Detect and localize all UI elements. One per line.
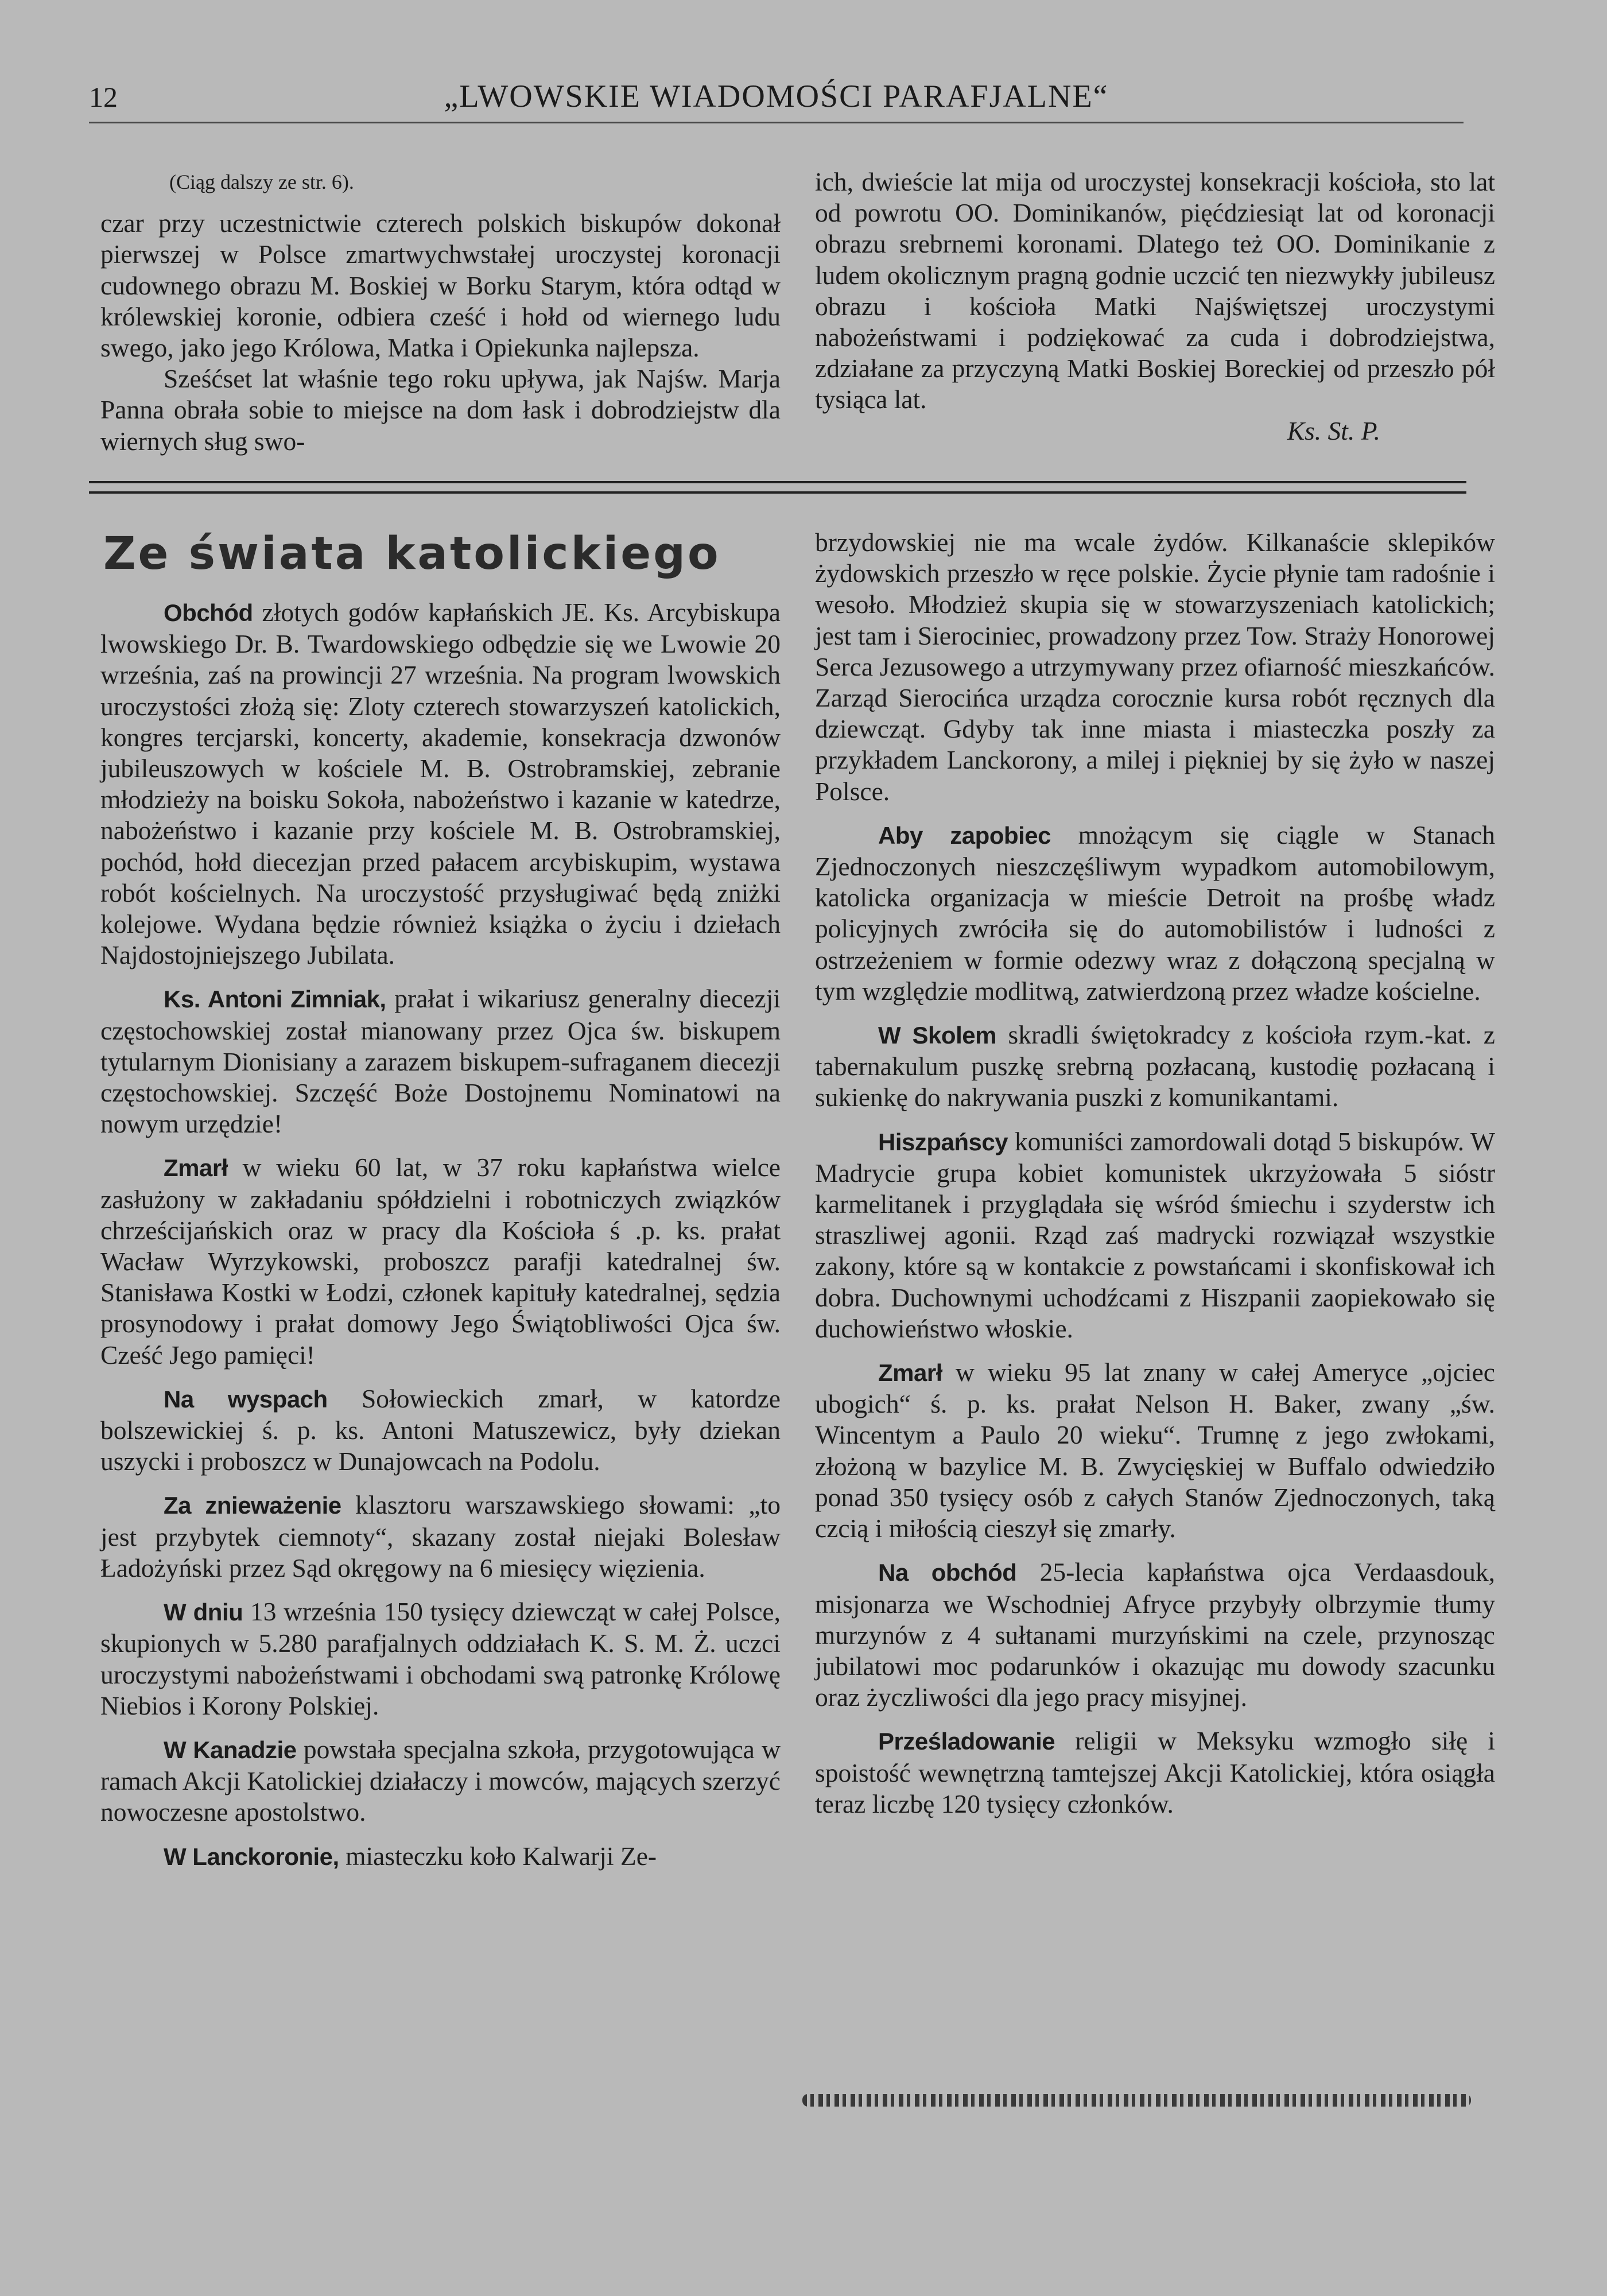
news-item: W dniu 13 września 150 tysięcy dziewcząt w całej Polsce, skupionych w 5.280 parafjalnych oddziałach K. S. M. Ż. uczci uroczystymi nabożeństwami i obchodami swą patronkę Królowę Niebios i Korony Polskiej. — [100, 1597, 781, 1720]
page-number: 12 — [89, 81, 118, 113]
news-lead: Ks. Antoni Zimniak, — [164, 986, 386, 1013]
news-item: Na wyspach Sołowieckich zmarł, w katordze bolszewickiej ś. p. ks. Antoni Matuszewicz, były dziekan uszycki i proboszcz w Dunajowcach na Podolu. — [100, 1383, 781, 1476]
news-item: Zmarł w wieku 60 lat, w 37 roku kapłaństwa wielce zasłużony w zakładaniu spółdzielni i robotniczych związków chrześcijańskich oraz w pracy dla Kościoła ś .p. ks. prałat Wacław Wyrzykowski, proboszcz parafji katedralnej św. Stanisława Kostki w Łodzi, członek kapituły katedralnej, sędzia prosynodowy i prałat domowy Jego Świątobliwości Ojca św. Cześć Jego pamięci! — [100, 1153, 781, 1370]
news-item: Hiszpańscy komuniści zamordowali dotąd 5 biskupów. W Madrycie grupa kobiet komunistek ukrzyżowała 5 sióstr karmelitanek i przyglądała się wśród śmiechu i szyderstw ich straszliwej agonii. Rząd zaś madrycki rozwiązał wszystkie zakony, które są w kontakcie z powstańcami i skonfiskował ich dobra. Duchownymi uchodźcami z Hiszpanii zaopiekowało się duchowieństwo włoskie. — [815, 1126, 1495, 1343]
news-item: Aby zapobiec mnożącym się ciągle w Stanach Zjednoczonych nieszczęśliwym wypadkom automobilowym, katolicka organizacja w mieście Detroit na prośbę władz policyjnych zwróciła się do automobilistów i ludności z ostrzeżeniem w formie odezwy wraz z dołączoną specjalną w tym względzie modlitwą, zatwierdzoną przez władze kościelne. — [815, 820, 1495, 1006]
news-item: brzydowskiej nie ma wcale żydów. Kilkanaście sklepików żydowskich przeszło w ręce polskie. Życie płynie tam radośnie i wesoło. Młodzież skupia się w stowarzyszeniach katolickich; jest tam i Sierociniec, prowadzony przez Tow. Straży Honorowej Serca Jezusowego a utrzymywany przez ofiarność mieszkańców. Zarząd Sierocińca urządza corocznie kursa robót ręcznych dla dziewcząt. Gdyby tak inne miasta i miasteczka poszły za przykładem Lanckorony, a milej i piękniej by się żyło w naszej Polsce. — [815, 528, 1495, 806]
news-item: Za znieważenie klasztoru warszawskiego słowami: „to jest przybytek ciemnoty“, skazany został niejaki Bolesław Ładożyński przez Sąd okręgowy na 6 miesięcy więzienia. — [100, 1490, 781, 1583]
news-lead: Aby zapobiec — [878, 821, 1051, 849]
page-header — [89, 75, 1464, 121]
section-title: Ze świata katolickiego — [103, 528, 721, 580]
news-lead: W Lanckoronie, — [164, 1843, 339, 1870]
section-divider — [89, 481, 1466, 494]
news-lead: W Kanadzie — [164, 1736, 297, 1763]
news-item: W Kanadzie powstała specjalna szkoła, przygotowująca w ramach Akcji Katolickiej działaczy i mowców, mających szerzyć nowoczesne apostolstwo. — [100, 1734, 781, 1827]
news-lead: W Skolem — [878, 1022, 996, 1049]
news-item: Na obchód 25-lecia kapłaństwa ojca Verdaasdouk, misjonarza we Wschodniej Afryce przybyły olbrzymie tłumy murzynów z 4 sułtanami murzyńskimi na czele, przynosząc jubilatowi moc podarunków i okazując mu dowody szacunku oraz życzliwości dla jego pracy misyjnej. — [815, 1557, 1495, 1712]
news-lead: Obchód — [164, 599, 253, 626]
news-left-column — [100, 597, 781, 1872]
news-lead: W dniu — [164, 1599, 243, 1626]
news-lead: Zmarł — [878, 1359, 942, 1387]
news-lead: Zmarł — [164, 1154, 228, 1182]
news-lead: Hiszpańscy — [878, 1128, 1008, 1155]
paragraph: czar przy uczestnictwie czterech polskich biskupów dokonał pierwszej w Polsce zmartwychwstałej uroczystej koronacji cudownego obrazu M. Boskiej w Borku Starym, która odtąd w królewskiej koronie, odbiera cześć i hołd od wiernego ludu swego, jako jego Królowa, Matka i Opiekunka najlepsza. — [100, 208, 781, 363]
news-lead: Prześladowanie — [878, 1728, 1055, 1755]
paragraph: Sześćset lat właśnie tego roku upływa, jak Najśw. Marja Panna obrała sobie to miejsce na dom łask i dobrodziejstw dla wiernych sług swo- — [100, 364, 781, 456]
news-item: W Skolem skradli świętokradcy z kościoła rzym.-kat. z tabernakulum puszkę srebrną pozłacaną, kustodię pozłacaną i sukienkę do nakrywania puszki z komunikantami. — [815, 1020, 1496, 1112]
continued-article-right-column — [815, 166, 1495, 447]
news-lead: Na obchód — [878, 1559, 1017, 1587]
news-item: W Lanckoronie, miasteczku koło Kalwarji Ze- — [164, 1841, 657, 1871]
news-item: Zmarł w wieku 95 lat znany w całej Ameryce „ojciec ubogich“ ś. p. ks. prałat Nelson H. Baker, zwany „św. Wincentym a Paulo 20 wieku“. Trumnę z jego zwłokami, złożoną w bazylice M. B. Zwycięskiej w Buffalo odwiedziło ponad 350 tysięcy osób z całych Stanów Zjednoczonych, taką czcią i miłością cieszył się zmarły. — [815, 1358, 1495, 1543]
author-signature: Ks. St. P. — [1287, 416, 1380, 445]
news-item: Prześladowanie religii w Meksyku wzmogło siłę i spoistość wewnętrzną tamtejszej Akcji Katolickiej, która osiągła teraz liczbę 120 tysięcy członków. — [815, 1726, 1495, 1818]
continued-article-left-column — [100, 166, 781, 457]
paragraph: ich, dwieście lat mija od uroczystej konsekracji kościoła, sto lat od powrotu OO. Dominikanów, pięćdziesiąt lat od koronacji obrazu srebrnemi koronami. Dlatego też OO. Dominikanie z ludem okolicznym pragną godnie uczcić ten niezwykły jubileusz obrazu i kościoła Matki Najświętszej uroczystymi nabożeństwami i podziękować za cuda i dobrodziejstwa, zdziałane za przyczyną Matki Boskiej Boreckiej od przeszło pół tysiąca lat. — [815, 167, 1495, 414]
news-right-column — [815, 527, 1495, 1820]
news-lead: Za znieważenie — [164, 1492, 341, 1519]
masthead-title: „LWOWSKIE WIADOMOŚCI PARAFJALNE“ — [444, 79, 1109, 114]
news-item: Obchód złotych godów kapłańskich JE. Ks. Arcybiskupa lwowskiego Dr. B. Twardowskiego odbędzie się we Lwowie 20 września, zaś na prowincji 27 września. Na program lwowskich uroczystości złożą się: Zloty czterech stowarzyszeń katolickich, kongres tercjarski, koncerty, akademie, konsekracja dzwonów jubileuszowych w kościele M. B. Ostrobramskiej, zebranie młodzieży na boisku Sokoła, nabożeństwo i kazanie w katedrze, nabożeństwo i kazanie przy kościele M. B. Ostrobramskiej, pochód, hołd diecezjan przed pałacem arcybiskupim, wystawa robót kościelnych. Na uroczystość przysługiwać będą zniżki kolejowe. Wydana będzie również książka o życiu i dziełach Najdostojniejszego Jubilata. — [100, 598, 781, 970]
header-rule — [89, 122, 1464, 123]
news-lead: Na wyspach — [164, 1385, 328, 1413]
ornamental-divider — [802, 2094, 1471, 2107]
continuation-note: (Ciąg dalszy ze str. 6). — [169, 170, 354, 193]
news-item: Ks. Antoni Zimniak, prałat i wikariusz generalny diecezji częstochowskiej został mianowany przez Ojca św. biskupem tytularnym Dionisiany a zarazem biskupem-sufraganem diecezji częstochowskiej. Szczęść Boże Dostojnemu Nominatowi na nowym urzędzie! — [100, 984, 781, 1139]
